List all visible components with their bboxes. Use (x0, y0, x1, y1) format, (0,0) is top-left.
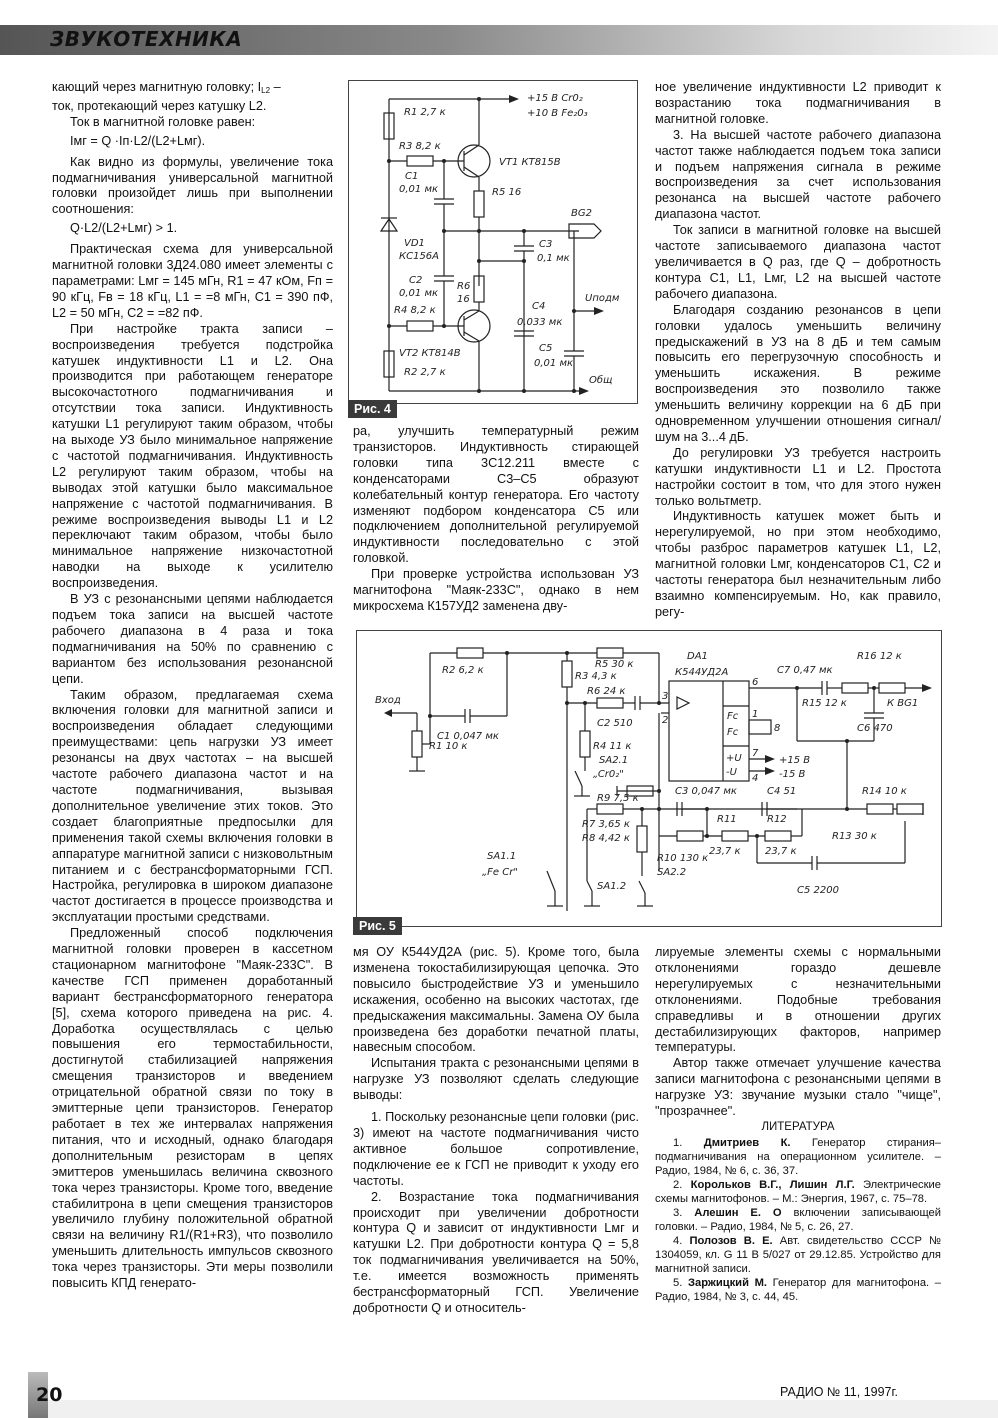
magazine-issue: РАДИО № 11, 1997г. (780, 1385, 899, 1399)
paragraph: Благодаря созданию резонансов в цепи головки удалось уменьшить величину предыскажений в УЗ на 8 дБ и тем самым повысить его перегрузочную способность и уменьшить искажения. В режиме воспроизведения это позволило также уменьшить величину коррекции на 6 дБ при одновременном улучшении отношения сигнал/шум на 3...4 дБ. (655, 302, 941, 444)
paragraph: Ток записи в магнитной головке на высшей частоте записываемого диапазона частот увеличивается в Q раз, где Q – добротность контура С1, L1, Lмг, L2 на высшей частоте рабочего диапазона. (655, 223, 941, 301)
column-1 (52, 80, 333, 1292)
column-2-top (353, 424, 639, 615)
fig4-c3: C3 (539, 239, 553, 250)
ref-number: 4. (673, 1234, 683, 1247)
fig4-gnd: Общ (589, 375, 613, 386)
figure-5-schematic (356, 630, 942, 927)
formula: Q·L2/(L2+Lмг) > 1. (70, 221, 178, 236)
paragraph: Как видно из формулы, увеличение тока подмагничивания универсальной магнитной головки произойдет лишь при выполнении соотношения: (52, 154, 333, 217)
fig5-cro2: „Cr0₂" (593, 769, 624, 780)
formula: Iмг = Q ·Iп·L2/(L2+Lмг). (70, 133, 206, 148)
ref-author: Полозов В. Е. (689, 1234, 773, 1247)
column-2-bottom (353, 945, 639, 1317)
fig4-r6v: 16 (457, 294, 470, 305)
fig4-vd1v: КС156А (399, 251, 440, 262)
fig5-r6: R6 24 к (587, 686, 626, 697)
ref-author: Дмитриев К. (703, 1136, 791, 1149)
fig5-sa22: SA2.2 (657, 867, 687, 878)
figure-4-schematic (348, 80, 638, 404)
fig4-r2: R2 2,7 к (404, 367, 446, 378)
fig4-c1: C1 (405, 171, 419, 182)
fig4-c2v: 0,01 мк (399, 288, 439, 299)
figure-5-svg (357, 631, 941, 926)
fig5-r5: R5 30 к (595, 659, 634, 670)
fig5-r13: R13 30 к (832, 831, 877, 842)
fig4-c4v: 0,033 мк (517, 317, 563, 328)
fig5-p15: +15 В (779, 755, 811, 766)
fig5-sa11: SA1.1 (487, 851, 517, 862)
text-span: кающий через магнитную головку; I (52, 80, 262, 94)
figure-4-label: Рис. 4 (348, 400, 397, 418)
paragraph: 1. Поскольку резонансные цепи головки (рис. 3) имеют на частоте подмагничивания чисто активное большое сопротивление, подключение ее к ГСП не приводит к уходу его частоты. (353, 1110, 639, 1188)
fig5-da1v: К544УД2А (675, 667, 729, 678)
paragraph: Автор также отмечает улучшение качества записи магнитофона с резонансными цепями в нагрузке УЗ: звучание музыки стало "чище", "прозрачнее". (655, 1056, 941, 1119)
fig4-r5: R5 16 (492, 187, 522, 198)
paragraph: 2. Возрастание тока подмагничивания происходит при увеличении добротности контура Q и зависит от индуктивности Lмг и катушки L2. При добротности контура Q = 5,8 ток подмагничивания увеличивается на 50%, т.е. имеется возможность применять бестрансформаторный ГСП. Увеличение добротности Q и относитель- (353, 1189, 639, 1315)
paragraph (52, 80, 333, 99)
fig4-supply2: +10 В Fe₂0₃ (527, 108, 588, 119)
fig5-fc2: Fc (727, 727, 739, 738)
literature-list (655, 1136, 941, 1304)
figure-5-label: Рис. 5 (353, 917, 402, 935)
fig5-pin4: 4 (752, 773, 759, 784)
fig4-vt2: VT2 КТ814В (399, 348, 461, 359)
fig5-da1: DA1 (687, 651, 708, 662)
fig5-c2: C2 510 (597, 718, 633, 729)
fig5-r10: R10 130 к (657, 853, 709, 864)
ref-author: Заржицкий М. (687, 1276, 767, 1289)
paragraph: мя ОУ К544УД2А (рис. 5). Кроме того, была изменена токостабилизирующая цепочка. Это повысило быстродействие УЗ и уменьшило искажения, особенно на высоких частотах, где предыскажения максимальны. Замена ОУ была произведена без доработки печатной платы, навесным способом. (353, 945, 639, 1055)
fig4-c4: C4 (532, 301, 546, 312)
literature-item (655, 1136, 941, 1178)
fig5-c7: C7 0,47 мк (777, 665, 833, 676)
fig4-c3v: 0,1 мк (537, 253, 570, 264)
text-span: – (270, 80, 281, 94)
paragraph: При настройке тракта записи – воспроизведения требуется подстройка катушек индуктивности L1 и L2. Она производится при работающем генераторе высокочастотного подмагничивания и отсутствии тока записи. Индуктивность катушки L1 регулируют таким образом, чтобы на выходе УЗ было минимальное напряжение с частотой подмагничивания. Индуктивность L2 регулируют таким образом, чтобы на выводах этой катушки было максимальное напряжение с частотой подмагничивания. В режиме воспроизведения выводы L1 и L2 переключают таким образом, чтобы было минимальное напряжение низкочастотной наводки на выходе к усилителю воспроизведения. (52, 321, 333, 591)
fig5-r7: R7 3,65 к (582, 819, 630, 830)
fig5-sa21: SA2.1 (599, 755, 629, 766)
fig5-r12v: 23,7 к (765, 846, 797, 857)
paragraph: Ток в магнитной головке равен: (70, 114, 256, 129)
literature-item (655, 1234, 941, 1276)
fig5-sa12: SA1.2 (597, 881, 627, 892)
fig5-out: К BG1 (887, 698, 919, 709)
paragraph: Испытания тракта с резонансными цепями в нагрузке УЗ позволяют сделать следующие выводы: (353, 1056, 639, 1103)
ref-text: Генератор стирания–подмагничивания на операционном усилителе. – Радио, 1984, № 6, с. 36, 37. (655, 1136, 942, 1177)
literature-item (655, 1206, 941, 1234)
fig4-bg2: BG2 (571, 208, 592, 219)
ref-text: Генератор для магнитофона. – Радио, 1984, № 3, с. 44, 45. (655, 1276, 941, 1303)
ref-text: Электрические схемы магнитофонов. – М.: Энергия, 1967, с. 75–78. (655, 1178, 942, 1205)
paragraph: ток, протекающий через катушку L2. (52, 98, 267, 113)
literature-item (655, 1276, 941, 1304)
fig5-m15: -15 В (779, 769, 806, 780)
fig5-pin6: 6 (752, 677, 759, 688)
ref-text: включении записывающей головки. – Радио, 1984, № 5, с. 26, 27. (655, 1206, 941, 1233)
fig5-r15: R15 12 к (802, 698, 847, 709)
fig5-r12: R12 (767, 814, 787, 825)
fig5-r11: R11 (717, 814, 737, 825)
fig5-mu: -U (726, 767, 737, 778)
page-number-tab (28, 1372, 63, 1418)
paragraph: Индуктивность катушек может быть и нерегулируемой, но при этом необходимо, чтобы разброс параметров катушек L1, L2, магнитной головки Lмг, конденсаторов С1, С2 и частоты генератора был незначительным либо взаимно компенсируемым. Но, как правило, регу- (655, 509, 941, 619)
section-title: ЗВУКОТЕХНИКА (50, 27, 243, 51)
paragraph: ра, улучшить температурный режим транзисторов. Индуктивность стирающей головки типа 3С12.211 вместе с конденсаторами С3–С5 образуют колебательный контур генератора. Его частоту изменяют подбором конденсатора С5 или подключением дополнительной регулируемой индуктивности последовательно с этой головкой. (353, 424, 639, 566)
fig5-pin8: 8 (774, 723, 781, 734)
fig5-c3: C3 0,047 мк (675, 786, 737, 797)
fig5-r16: R16 12 к (857, 651, 902, 662)
fig5-c6: C6 470 (857, 723, 893, 734)
paragraph: При проверке устройства использован УЗ магнитофона "Маяк-233С", однако в нем микросхема К157УД2 заменена дву- (353, 567, 639, 613)
fig5-c1: C1 0,047 мк (437, 731, 499, 742)
fig5-r8: R8 4,42 к (582, 833, 630, 844)
ref-author: Алешин Е. О (694, 1206, 782, 1219)
paragraph: До регулировки УЗ требуется настроить катушки индуктивности L1 и L2. Простота настройки состоит в том, что для этого нужен только вольтметр. (655, 445, 941, 508)
paragraph: Предложенный способ подключения магнитной головки проверен в кассетном стационарном магнитофоне "Маяк-233С". В качестве ГСП применен доработанный вариант бестрансформаторного генератора [5], схема которого приведена на рис. 4. Доработка осуществлялась с целью повышения его термостабильности, достигнутой стабилизацией напряжения смещения транзисторов и введением отрицательной обратной связи по току в эмиттерные цепи транзисторов. Генератор работает в тех же интервалах напряжения питания, что и исходный, однако благодаря дополнительным резисторам в цепях эмиттеров уменьшилась величина сквозного тока через транзисторы. Кроме того, введение стабилитрона в цепи смещения транзисторов увеличило глубину положительной обратной связи на величину R1/(R1+R3), что позволило уменьшить длительность импульсов сквозного тока через транзисторы. Эти меры позволили повысить КПД генерато- (52, 926, 333, 1291)
ref-number: 2. (673, 1178, 683, 1191)
ref-number: 3. (673, 1206, 683, 1219)
fig5-feco: „Fe Cr" (482, 867, 518, 878)
literature-title: ЛИТЕРАТУРА (761, 1120, 835, 1133)
paragraph: 3. На высшей частоте рабочего диапазона частот также наблюдается подъем тока записи и подъем напряжения сигнала в режиме воспроизведения за счет использования резонанса на высшей частоте рабочего диапазона частот. (655, 127, 941, 222)
fig4-r3: R3 8,2 к (399, 141, 441, 152)
paragraph: ное увеличение индуктивности L2 приводит к возрастанию тока подмагничивания в магнитной головке. (655, 80, 941, 126)
fig4-vt1: VT1 КТ815В (499, 157, 561, 168)
column-3-top (655, 80, 941, 621)
fig5-c5: C5 2200 (797, 885, 839, 896)
paragraph: Таким образом, предлагаемая схема включения головки для магнитной записи и воспроизведения обладает следующими преимуществами: цепь нагрузки УЗ имеет резонансы на двух частотах – на высшей частоте рабочего диапазона частот и на частоте подмагничивания, вызывая дополнительное увеличение этих токов. Это создает благоприятные предпосылки для применения такой схемы включения головки в аппаратуре магнитной записи с низковольтным питанием и с бестрансформаторными ГСП. Настройка, регулировка в широком диапазоне частот достигается в процессе производства и эксплуатации простыми средствами. (52, 687, 333, 925)
paragraph: лируемые элементы схемы с нормальными отклонениями гораздо дешевле нерегулируемых с незначительными отклонениями. Подобные требования справедливы и в отношении других дестабилизирующих факторов, например температуры. (655, 945, 941, 1055)
fig5-pin3: 3 (662, 691, 669, 702)
fig4-c5v: 0,01 мк (534, 358, 574, 369)
fig5-pin2: 2 (662, 715, 669, 726)
ref-text: Авт. свидетельство СССР № 1304059, кл. G 11 B 5/027 от 29.12.85. Устройство для магнитной записи. (655, 1234, 941, 1275)
fig5-r3: R3 4,3 к (575, 671, 617, 682)
fig4-r6: R6 (457, 281, 471, 292)
page-number: 20 (36, 1384, 63, 1406)
fig4-c5: C5 (539, 343, 553, 354)
fig5-fc1: Fc (727, 711, 739, 722)
footer-bar (48, 1400, 998, 1418)
fig4-upodm: Uподм (585, 293, 620, 304)
paragraph: В УЗ с резонансными цепями наблюдается подъем тока записи на высшей частоте рабочего диапазона в 4 раза и тока подмагничивания на 50% по сравнению с вариантом без использования резонансной цепи. (52, 592, 333, 686)
fig4-vd1: VD1 (404, 238, 425, 249)
ref-author: Корольков В.Г., Лишин Л.Г. (690, 1178, 855, 1191)
fig5-pin7: 7 (752, 748, 759, 759)
fig4-c1v: 0,01 мк (399, 184, 439, 195)
fig4-c2: C2 (409, 275, 423, 286)
fig5-r11v: 23,7 к (709, 846, 741, 857)
fig5-c4: C4 51 (767, 786, 797, 797)
fig5-r9: R9 7,5 к (597, 793, 639, 804)
paragraph: Практическая схема для универсальной магнитной головки 3Д24.080 имеет элементы с параметрами: Lмг = 145 мГн, R1 = 47 кОм, Fп = 90 кГц, Fв = 18 кГц, L1 = =8 мГн, С1 = 390 пФ, L2 = 50 мГн, С2 = =82 пФ. (52, 242, 333, 320)
column-3-bottom (655, 945, 941, 1304)
figure-4-svg (349, 81, 637, 403)
fig4-r4: R4 8,2 к (394, 305, 436, 316)
fig5-r14: R14 10 к (862, 786, 907, 797)
literature-item (655, 1178, 941, 1206)
fig5-r2: R2 6,2 к (442, 665, 484, 676)
ref-number: 1. (673, 1136, 683, 1149)
fig5-pin1: 1 (752, 709, 759, 720)
fig5-r1: R1 10 к (429, 741, 468, 752)
fig4-supply1: +15 В Cr0₂ (527, 93, 583, 104)
fig5-input: Вход (375, 695, 401, 706)
ref-number: 5. (673, 1276, 683, 1289)
subscript: L2 (261, 86, 271, 95)
fig5-r4: R4 11 к (593, 741, 632, 752)
fig4-r1: R1 2,7 к (404, 107, 446, 118)
fig5-pu: +U (726, 753, 742, 764)
